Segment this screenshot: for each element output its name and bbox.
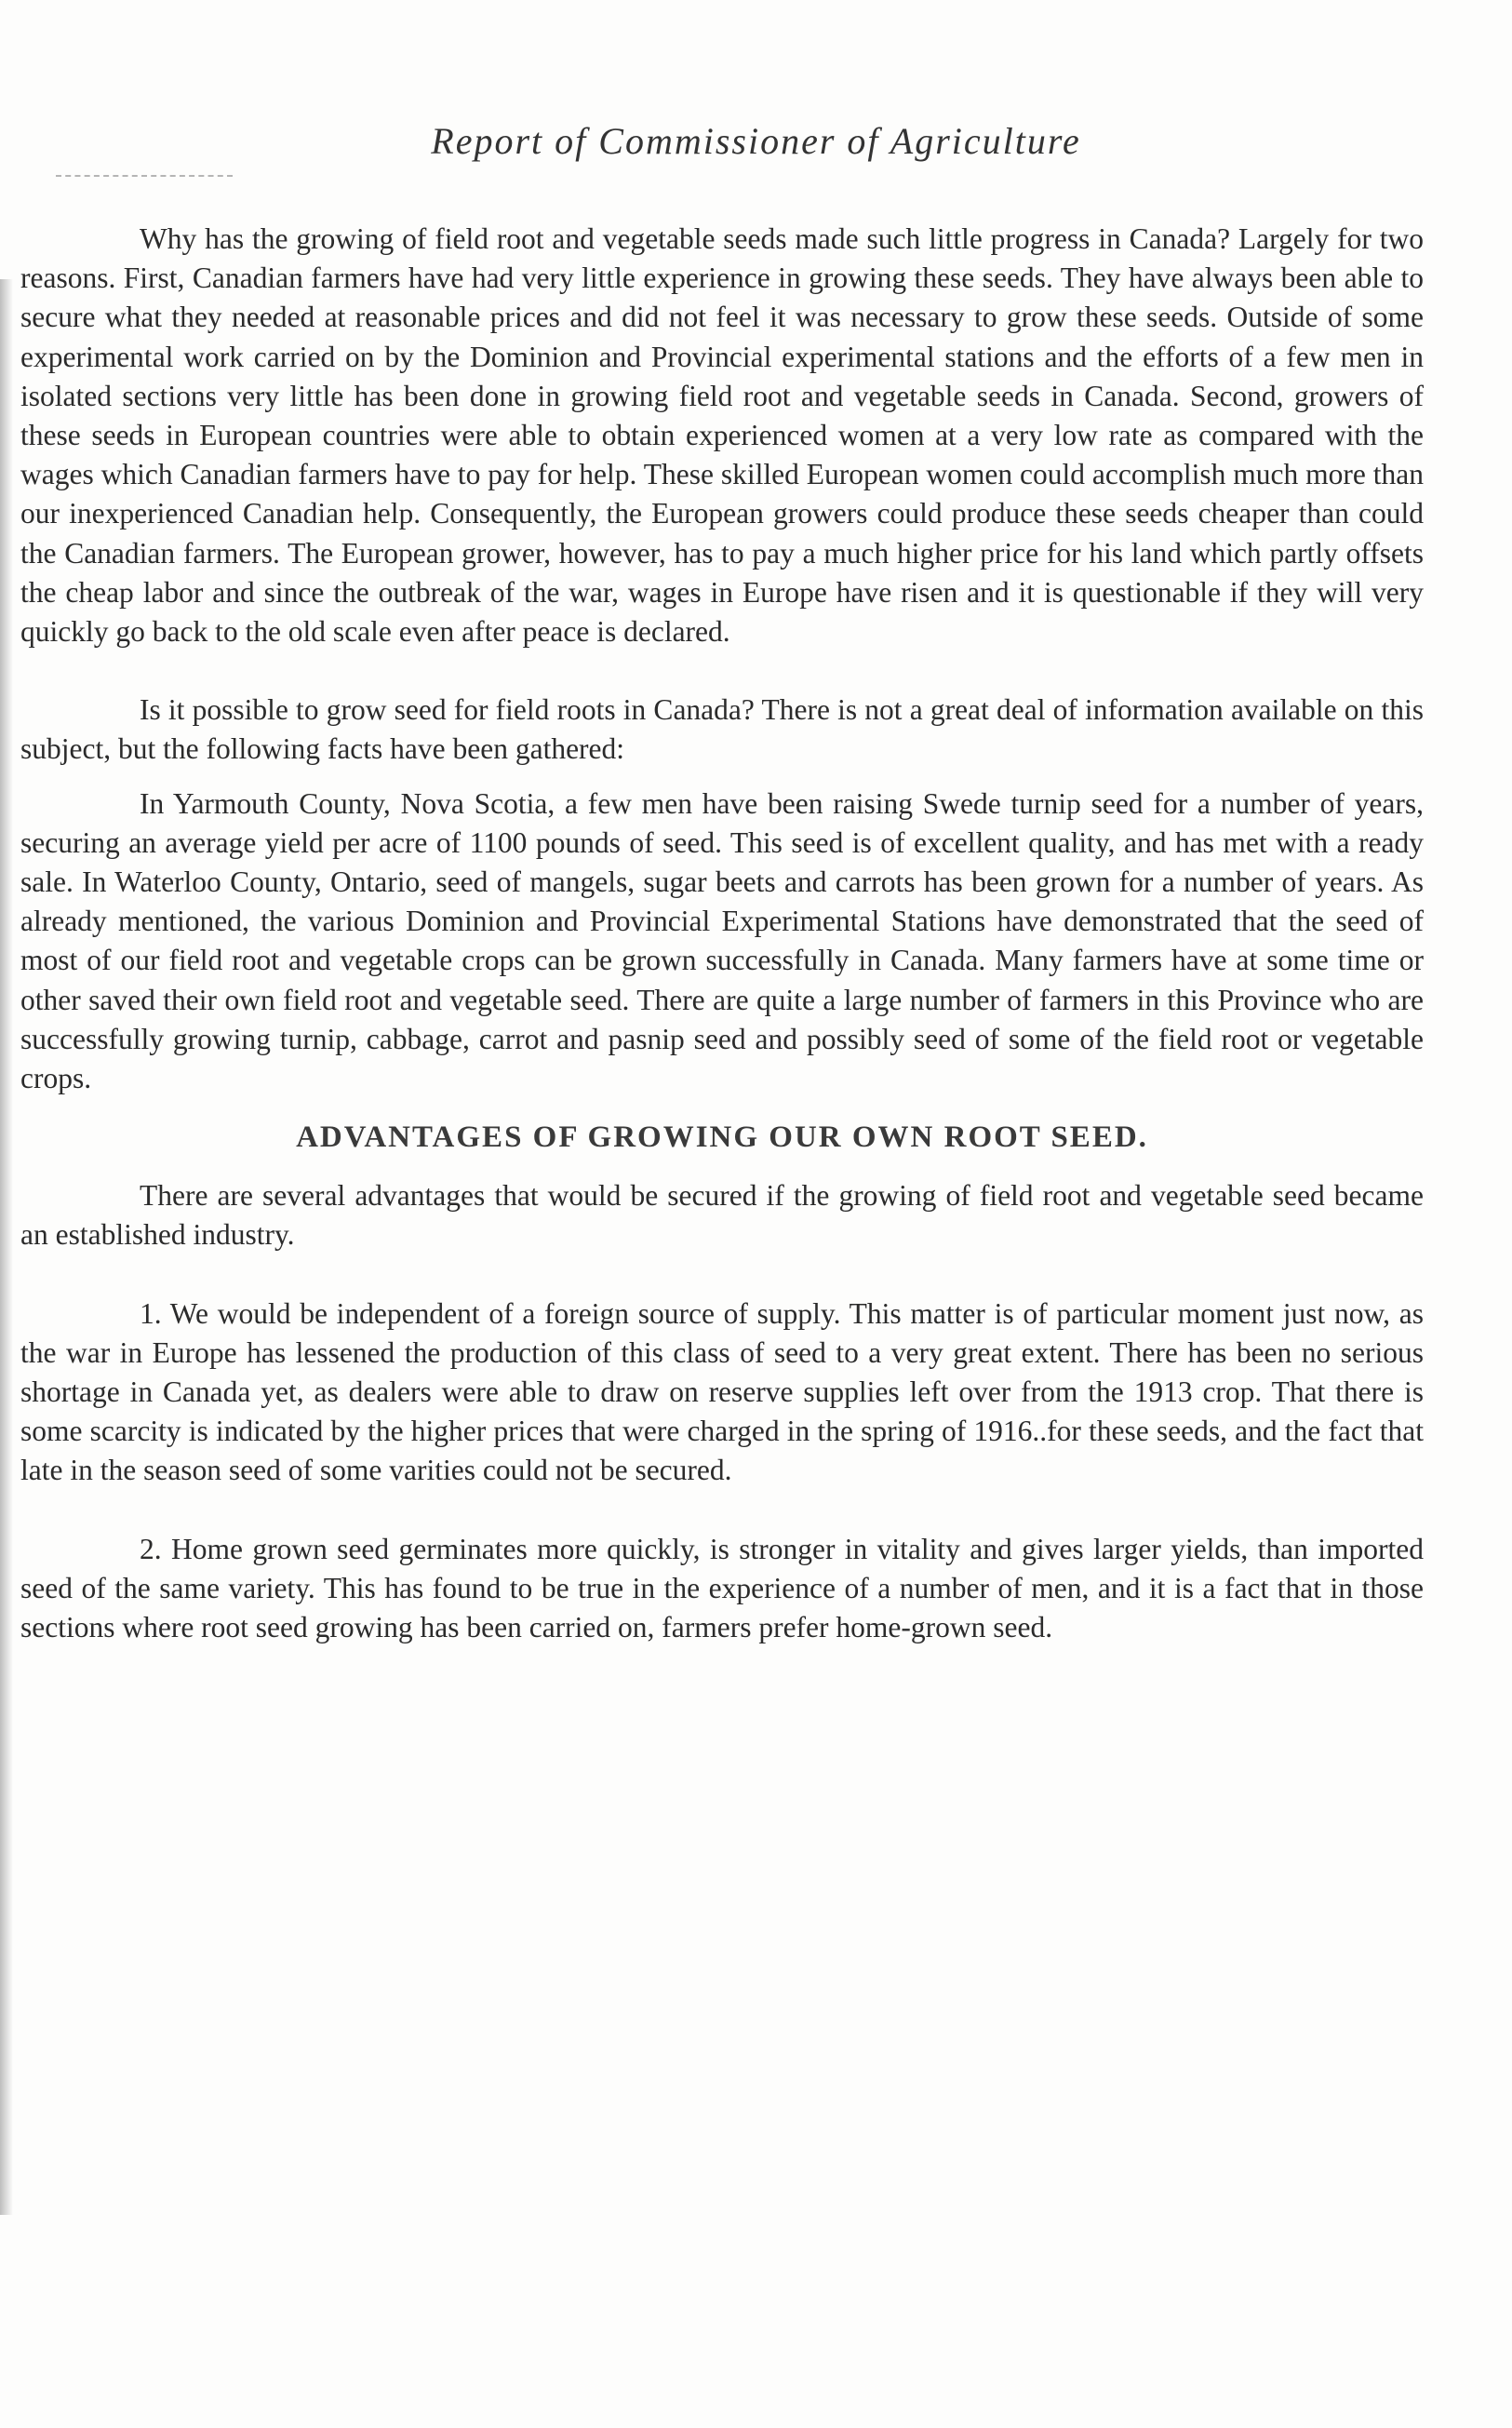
binding-edge-shadow xyxy=(0,279,13,2215)
paragraph-advantage-2: 2. Home grown seed germinates more quickly, is stronger in vitality and gives larger yields, than imported seed of the same variety. This has found to be true in the experience of a number of men, and it is a fact that in those sections where root seed growing has been carried on, farmers prefer home-grown seed. xyxy=(20,1532,1424,1644)
running-header: Report of Commissioner of Agriculture xyxy=(431,120,1081,162)
paragraph-yarmouth-county: In Yarmouth County, Nova Scotia, a few men have been raising Swede turnip seed for a number of years, securing an average yield per acre of 1100 pounds of seed. This seed is of excellent quality, and has met with a ready sale. In Waterloo County, Ontario, seed of mangels, sugar beets and carrots has been grown for a number of years. As already mentioned, the various Dominion and Provincial Experimental Stations have demonstrated that the seed of most of our field root and vegetable crops can be grown successfully in Canada. Many farmers have at some time or other saved their own field root and vegetable seed. There are quite a large number of farmers in this Province who are successfully growing turnip, cabbage, carrot and pasnip seed and possibly seed of some of the field root or vegetable crops. xyxy=(20,786,1424,1095)
header-rule xyxy=(56,175,233,177)
section-heading: ADVANTAGES OF GROWING OUR OWN ROOT SEED. xyxy=(296,1120,1148,1155)
paragraph-is-it-possible: Is it possible to grow seed for field roots in Canada? There is not a great deal of information available on this subject, but the following facts have been gathered: xyxy=(20,693,1424,766)
paragraph-several-advantages: There are several advantages that would be secured if the growing of field root and vegetable seed became an established industry. xyxy=(20,1179,1424,1252)
body-text xyxy=(20,220,1424,1647)
paragraph-advantage-1: 1. We would be independent of a foreign source of supply. This matter is of particular moment just now, as the war in Europe has lessened the production of this class of seed to a very great extent. There has been no serious shortage in Canada yet, as dealers were able to draw on reserve supplies left over from the 1913 crop. That there is some scarcity is indicated by the higher prices that were charged in the spring of 1916..for these seeds, and the fact that late in the season seed of some varities could not be secured. xyxy=(20,1296,1424,1487)
paragraph-why-little-progress: Why has the growing of field root and vegetable seeds made such little progress in Canada? Largely for two reasons. First, Canadian farmers have had very little experience in growing these seeds. They have always been able to secure what they needed at reasonable prices and did not feel it was necessary to grow these seeds. Outside of some experimental work carried on by the Dominion and Provincial experimental stations and the efforts of a few men in isolated sections very little has been done in growing field root and vegetable seeds in Canada. Second, growers of these seeds in European countries were able to obtain experienced women at a very low rate as compared with the wages which Canadian farmers have to pay for help. These skilled European women could accomplish much more than our inexperienced Canadian help. Consequently, the European growers could produce these seeds cheaper than could the Canadian farmers. The European grower, however, has to pay a much higher price for his land which partly offsets the cheap labor and since the outbreak of the war, wages in Europe have risen and it is questionable if they will very quickly go back to the old scale even after peace is declared. xyxy=(20,222,1424,649)
